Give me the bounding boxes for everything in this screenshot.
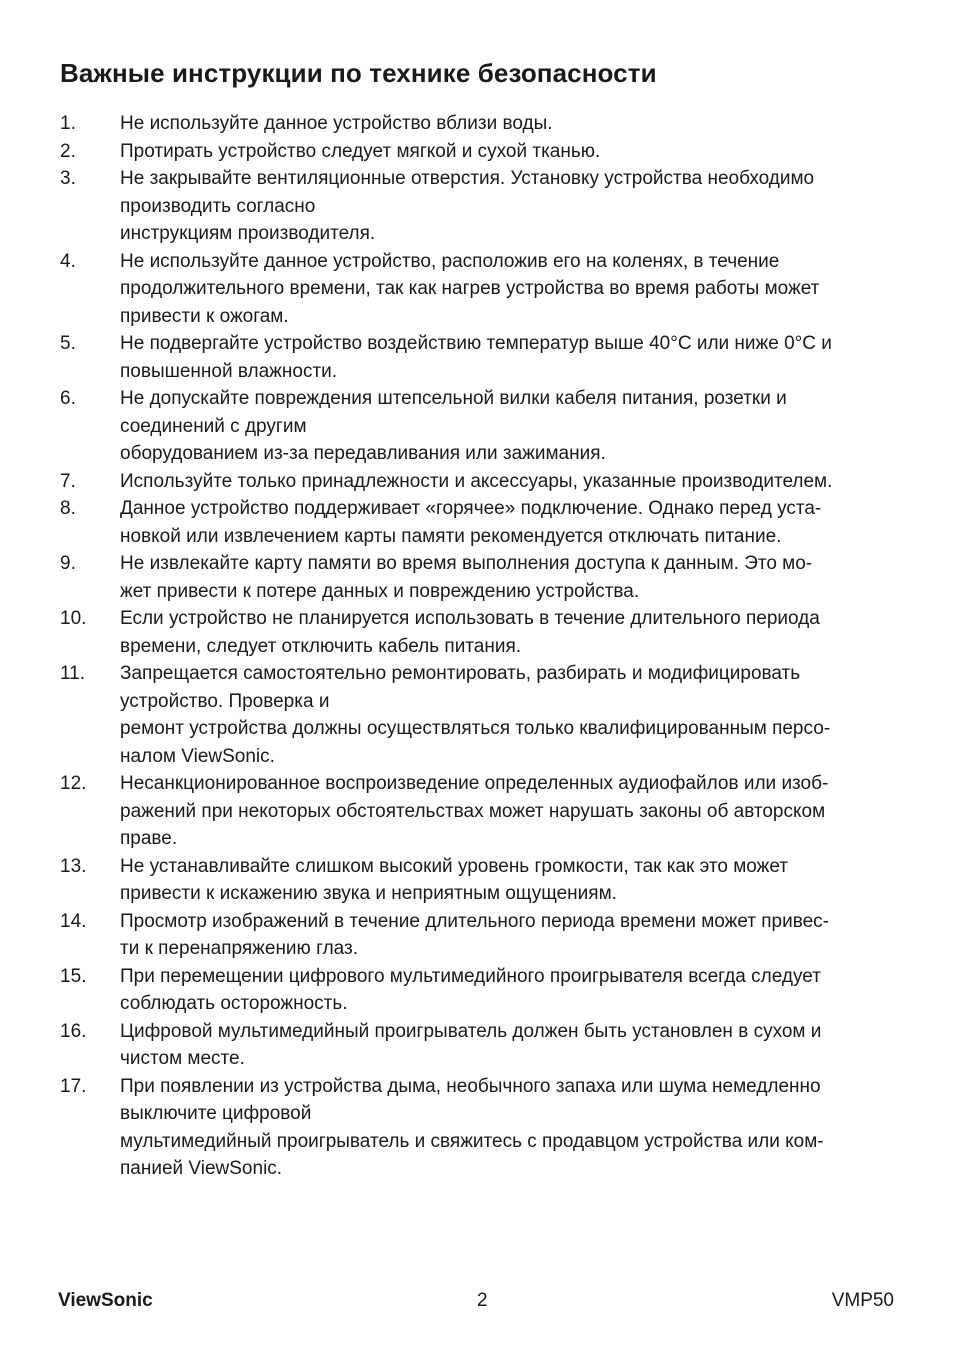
instruction-line: Не допускайте повреждения штепсельной вилки кабеля питания, розетки и bbox=[120, 388, 787, 409]
instruction-item bbox=[60, 770, 902, 853]
instruction-item bbox=[60, 908, 902, 963]
instruction-line: Протирать устройство следует мягкой и сухой тканью. bbox=[120, 140, 601, 162]
instruction-number: 8. bbox=[60, 498, 76, 519]
instruction-line: Не используйте данное устройство, расположив его на коленях, в течение bbox=[120, 250, 780, 272]
instruction-text bbox=[120, 605, 820, 660]
instruction-number: 4. bbox=[60, 250, 76, 272]
instruction-number: 6. bbox=[60, 388, 76, 409]
instruction-item bbox=[60, 248, 902, 331]
instruction-line: Не используйте данное устройство вблизи воды. bbox=[120, 113, 553, 134]
instruction-line: Цифровой мультимедийный проигрыватель должен быть установлен в сухом и bbox=[120, 1020, 822, 1042]
instruction-text bbox=[120, 138, 600, 166]
instruction-line: производить согласно bbox=[120, 195, 316, 217]
instruction-line: Используйте только принадлежности и аксессуары, указанные производителем. bbox=[120, 470, 833, 492]
instruction-line: выключите цифровой bbox=[120, 1103, 312, 1124]
instruction-number: 2. bbox=[60, 140, 76, 162]
instruction-line: привести к ожогам. bbox=[120, 305, 289, 327]
instruction-number: 16. bbox=[60, 1020, 87, 1042]
instruction-number: 14. bbox=[60, 910, 87, 932]
instruction-line: чистом месте. bbox=[120, 1048, 245, 1069]
instruction-line: жет привести к потере данных и повреждению устройства. bbox=[120, 580, 640, 602]
instruction-number: 11. bbox=[60, 663, 86, 684]
instruction-line: Не устанавливайте слишком высокий уровень громкости, так как это может bbox=[120, 855, 788, 877]
instruction-line: Не подвергайте устройство воздействию температур выше 40°C или ниже 0°C и bbox=[120, 333, 832, 354]
instruction-item bbox=[60, 330, 902, 385]
instruction-item bbox=[60, 1018, 902, 1073]
instruction-number: 3. bbox=[60, 168, 76, 189]
instruction-text bbox=[120, 468, 832, 496]
instruction-text bbox=[120, 908, 829, 963]
safety-instructions-list bbox=[60, 110, 902, 1183]
instruction-line: налом ViewSonic. bbox=[120, 745, 275, 767]
instruction-line: ремонт устройства должны осуществляться только квалифицированным персо- bbox=[120, 718, 831, 739]
instruction-text bbox=[120, 853, 788, 908]
instruction-number: 12. bbox=[60, 773, 87, 794]
instruction-text bbox=[120, 110, 553, 138]
instruction-line: При перемещении цифрового мультимедийного проигрывателя всегда следует bbox=[120, 965, 821, 987]
instruction-text bbox=[120, 1018, 821, 1073]
instruction-item bbox=[60, 468, 902, 496]
instruction-line: При появлении из устройства дыма, необычного запаха или шума немедленно bbox=[120, 1075, 821, 1097]
instruction-line: Если устройство не планируется использовать в течение длительного периода bbox=[120, 608, 820, 629]
instruction-text bbox=[120, 165, 814, 248]
instruction-number: 17. bbox=[60, 1075, 87, 1097]
instruction-line: привести к искажению звука и неприятным ощущениям. bbox=[120, 883, 617, 904]
instruction-item bbox=[60, 605, 902, 660]
footer-page-number: 2 bbox=[477, 1290, 488, 1311]
instruction-line: новкой или извлечением карты памяти рекомендуется отключать питание. bbox=[120, 525, 782, 547]
instruction-line: продолжительного времени, так как нагрев устройства во время работы может bbox=[120, 278, 820, 299]
instruction-line: соблюдать осторожность. bbox=[120, 993, 348, 1014]
instruction-line: устройство. Проверка и bbox=[120, 690, 330, 712]
instruction-item bbox=[60, 165, 902, 248]
instruction-line: Несанкционированное воспроизведение определенных аудиофайлов или изоб- bbox=[120, 773, 829, 794]
instruction-item bbox=[60, 110, 902, 138]
instruction-text bbox=[120, 1073, 824, 1183]
instruction-item bbox=[60, 660, 902, 770]
instruction-number: 10. bbox=[60, 608, 87, 629]
instruction-line: Данное устройство поддерживает «горячее» подключение. Однако перед уста- bbox=[120, 498, 822, 519]
instruction-line: инструкциям производителя. bbox=[120, 223, 376, 244]
instruction-text bbox=[120, 770, 828, 853]
instruction-text bbox=[120, 963, 821, 1018]
instruction-line: праве. bbox=[120, 828, 178, 849]
footer-model: VMP50 bbox=[831, 1290, 894, 1311]
instruction-text bbox=[120, 660, 830, 770]
instruction-line: Просмотр изображений в течение длительного периода времени может привес- bbox=[120, 910, 829, 932]
instruction-number: 7. bbox=[60, 470, 76, 492]
instruction-number: 9. bbox=[60, 553, 76, 574]
instruction-item bbox=[60, 138, 902, 166]
instruction-line: оборудованием из-за передавливания или зажимания. bbox=[120, 443, 606, 464]
instruction-text bbox=[120, 550, 812, 605]
instruction-text bbox=[120, 330, 832, 385]
instruction-item bbox=[60, 550, 902, 605]
instruction-number: 5. bbox=[60, 333, 76, 354]
instruction-line: времени, следует отключить кабель питания. bbox=[120, 635, 522, 657]
page-title: Важные инструкции по технике безопасности bbox=[60, 58, 657, 88]
instruction-number: 13. bbox=[60, 855, 87, 877]
instruction-text bbox=[120, 248, 819, 331]
instruction-line: панией ViewSonic. bbox=[120, 1158, 283, 1179]
footer-brand: ViewSonic bbox=[58, 1290, 153, 1311]
instruction-line: соединений с другим bbox=[120, 415, 307, 437]
instruction-number: 15. bbox=[60, 965, 87, 987]
instruction-item bbox=[60, 385, 902, 468]
instruction-line: ражений при некоторых обстоятельствах может нарушать законы об авторском bbox=[120, 800, 826, 822]
instruction-item bbox=[60, 853, 902, 908]
instruction-text bbox=[120, 495, 821, 550]
instruction-item bbox=[60, 1073, 902, 1183]
instruction-number: 1. bbox=[60, 113, 76, 134]
instruction-line: ти к перенапряжению глаз. bbox=[120, 938, 359, 959]
instruction-item bbox=[60, 495, 902, 550]
instruction-line: Запрещается самостоятельно ремонтировать, разбирать и модифицировать bbox=[120, 663, 801, 684]
instruction-line: повышенной влажности. bbox=[120, 360, 338, 382]
instruction-text bbox=[120, 385, 787, 468]
instruction-line: мультимедийный проигрыватель и свяжитесь с продавцом устройства или ком- bbox=[120, 1130, 824, 1152]
instruction-line: Не закрывайте вентиляционные отверстия. Установку устройства необходимо bbox=[120, 168, 815, 189]
instruction-item bbox=[60, 963, 902, 1018]
instruction-line: Не извлекайте карту памяти во время выполнения доступа к данным. Это мо- bbox=[120, 553, 813, 574]
